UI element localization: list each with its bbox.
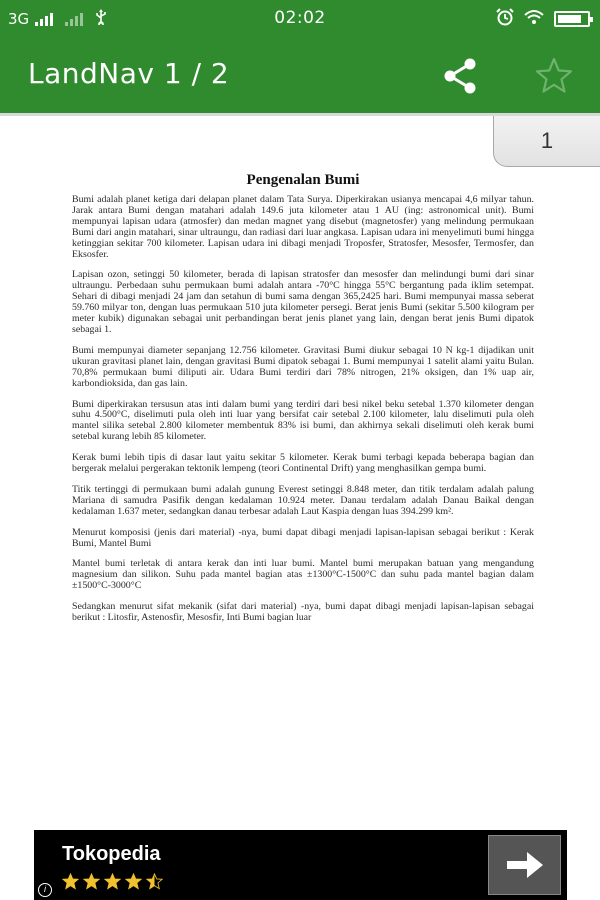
info-icon[interactable]: i [38, 883, 52, 897]
star-full-icon [83, 873, 100, 890]
arrow-right-icon [505, 849, 545, 881]
network-type-label: 3G [8, 10, 30, 28]
share-button[interactable] [438, 54, 482, 98]
star-outline-icon [534, 56, 574, 96]
app-title: LandNav 1 / 2 [28, 57, 230, 90]
paragraph: Mantel bumi terletak di antara kerak dan inti luar bumi. Mantel bumi merupakan batuan yang mengandung magnesium dan silikon. Suhu pada mantel bagian atas ±1300°C-1500°C dan suhu pada mantel bagian dalam ±1500°C-3000°C [72, 558, 534, 592]
battery-icon [554, 11, 590, 27]
ad-app-name: Tokopedia [62, 843, 161, 865]
page-number-label: 1 [540, 128, 554, 153]
star-full-icon [104, 873, 121, 890]
share-icon [440, 56, 480, 96]
page-number-tab[interactable] [493, 116, 600, 167]
paragraph: Kerak bumi lebih tipis di dasar laut yaitu sekitar 5 kilometer. Kerak bumi terbagi kepada beberapa bagian dan bergerak melalui pergerakan tektonik lempeng (teori Continental Drift) yang menghasilkan gempa bumi. [72, 452, 534, 475]
alarm-icon [496, 8, 514, 30]
favorite-button[interactable] [532, 54, 576, 98]
paragraph: Bumi mempunyai diameter sepanjang 12.756 kilometer. Gravitasi Bumi diukur sebagai 10 N kg-1 dijadikan unit ukuran gravitasi planet lain, dengan gravitasi Bumi dipatok sebagai 1. Bumi mempunyai 1 satelit alami yaitu Bulan. 70,8% permukaan bumi diliputi air. Udara Bumi terdiri dari 78% nitrogen, 21% oksigen, dan 1% uap air, karbondioksida, dan gas lain. [72, 344, 534, 389]
paragraph: Bumi adalah planet ketiga dari delapan planet dalam Tata Surya. Diperkirakan usianya mencapai 4,6 milyar tahun. Jarak antara Bumi dengan matahari adalah 149.6 juta kilometer atau 1 AU (ing: astronomical unit). Bumi mempunyai lapisan udara (atmosfer) dan medan magnet yang disebut (magnetosfer) yang melindung permukaan Bumi dari angin matahari, sinar ultraungu, dan radiasi dari luar angkasa. Lapisan udara ini menyelimuti bumi hingga ketinggian sekitar 700 kilometer. Lapisan udara ini dibagi menjadi Troposfer, Stratosfer, Mesosfer, Termosfer, dan Eksosfer. [72, 194, 534, 260]
star-full-icon [125, 873, 142, 890]
app-bar [0, 38, 600, 113]
status-right [496, 8, 590, 30]
wifi-icon [524, 9, 544, 29]
ad-banner[interactable] [34, 830, 567, 900]
battery-level-fill [558, 15, 581, 23]
star-half-icon [146, 873, 163, 890]
clock: 02:02 [274, 8, 326, 28]
paragraph: Sedangkan menurut sifat mekanik (sifat dari material) -nya, bumi dapat dibagi menjadi lapisan-lapisan sebagai berikut : Litosfir, Astenosfir, Mesosfir, Inti Bumi bagian luar [72, 601, 534, 624]
paragraph: Titik tertinggi di permukaan bumi adalah gunung Everest setinggi 8.848 meter, dan titik terdalam adalah palung Mariana di samudra Pasifik dengan kedalaman 10.924 meter. Danau terdalam adalah Danau Baikal dengan kedalaman 1.637 meter, sedangkan danau terbesar adalah Laut Kaspia dengan luas 394.299 km². [72, 483, 534, 517]
ad-rating-stars [62, 873, 163, 890]
status-bar [0, 0, 600, 38]
document-title: Pengenalan Bumi [246, 172, 360, 188]
paragraph: Lapisan ozon, setinggi 50 kilometer, berada di lapisan stratosfer dan mesosfer dan melindungi bumi dari sinar ultraungu. Perbedaan suhu permukaan bumi adalah antara -70°C hingga 55°C bergantung pada iklim setempat. Sehari di dibagi menjadi 24 jam dan setahun di bumi sama dengan 365,2425 hari. Bumi mempunyai massa seberat 59.760 milyar ton, dengan luas permukaan 510 juta kilometer persegi. Berat jenis Bumi (sekitar 5.500 kilogram per meter kubik) digunakan sebagai unit perbandingan berat jenis planet yang lain, dengan berat jenis Bumi dipatok sebagai 1. [72, 269, 534, 335]
paragraph: Menurut komposisi (jenis dari material) -nya, bumi dapat dibagi menjadi lapisan-lapisan sebagai berikut : Kerak Bumi, Mantel Bumi [72, 526, 534, 549]
document-page [72, 172, 534, 634]
ad-open-button[interactable] [488, 835, 561, 895]
star-full-icon [62, 873, 79, 890]
paragraph: Bumi diperkirakan tersusun atas inti dalam bumi yang terdiri dari besi nikel beku setebal 1.370 kilometer dengan suhu 4.500°C, diselimuti pula oleh inti luar yang bersifat cair setebal 2.100 kilometer, lalu diselimuti pula oleh mantel silika setebal 2.800 kilometer membentuk 83% isi bumi, dan akhirnya sekali diselimuti oleh kerak bumi setebal kurang lebih 85 kilometer. [72, 398, 534, 443]
